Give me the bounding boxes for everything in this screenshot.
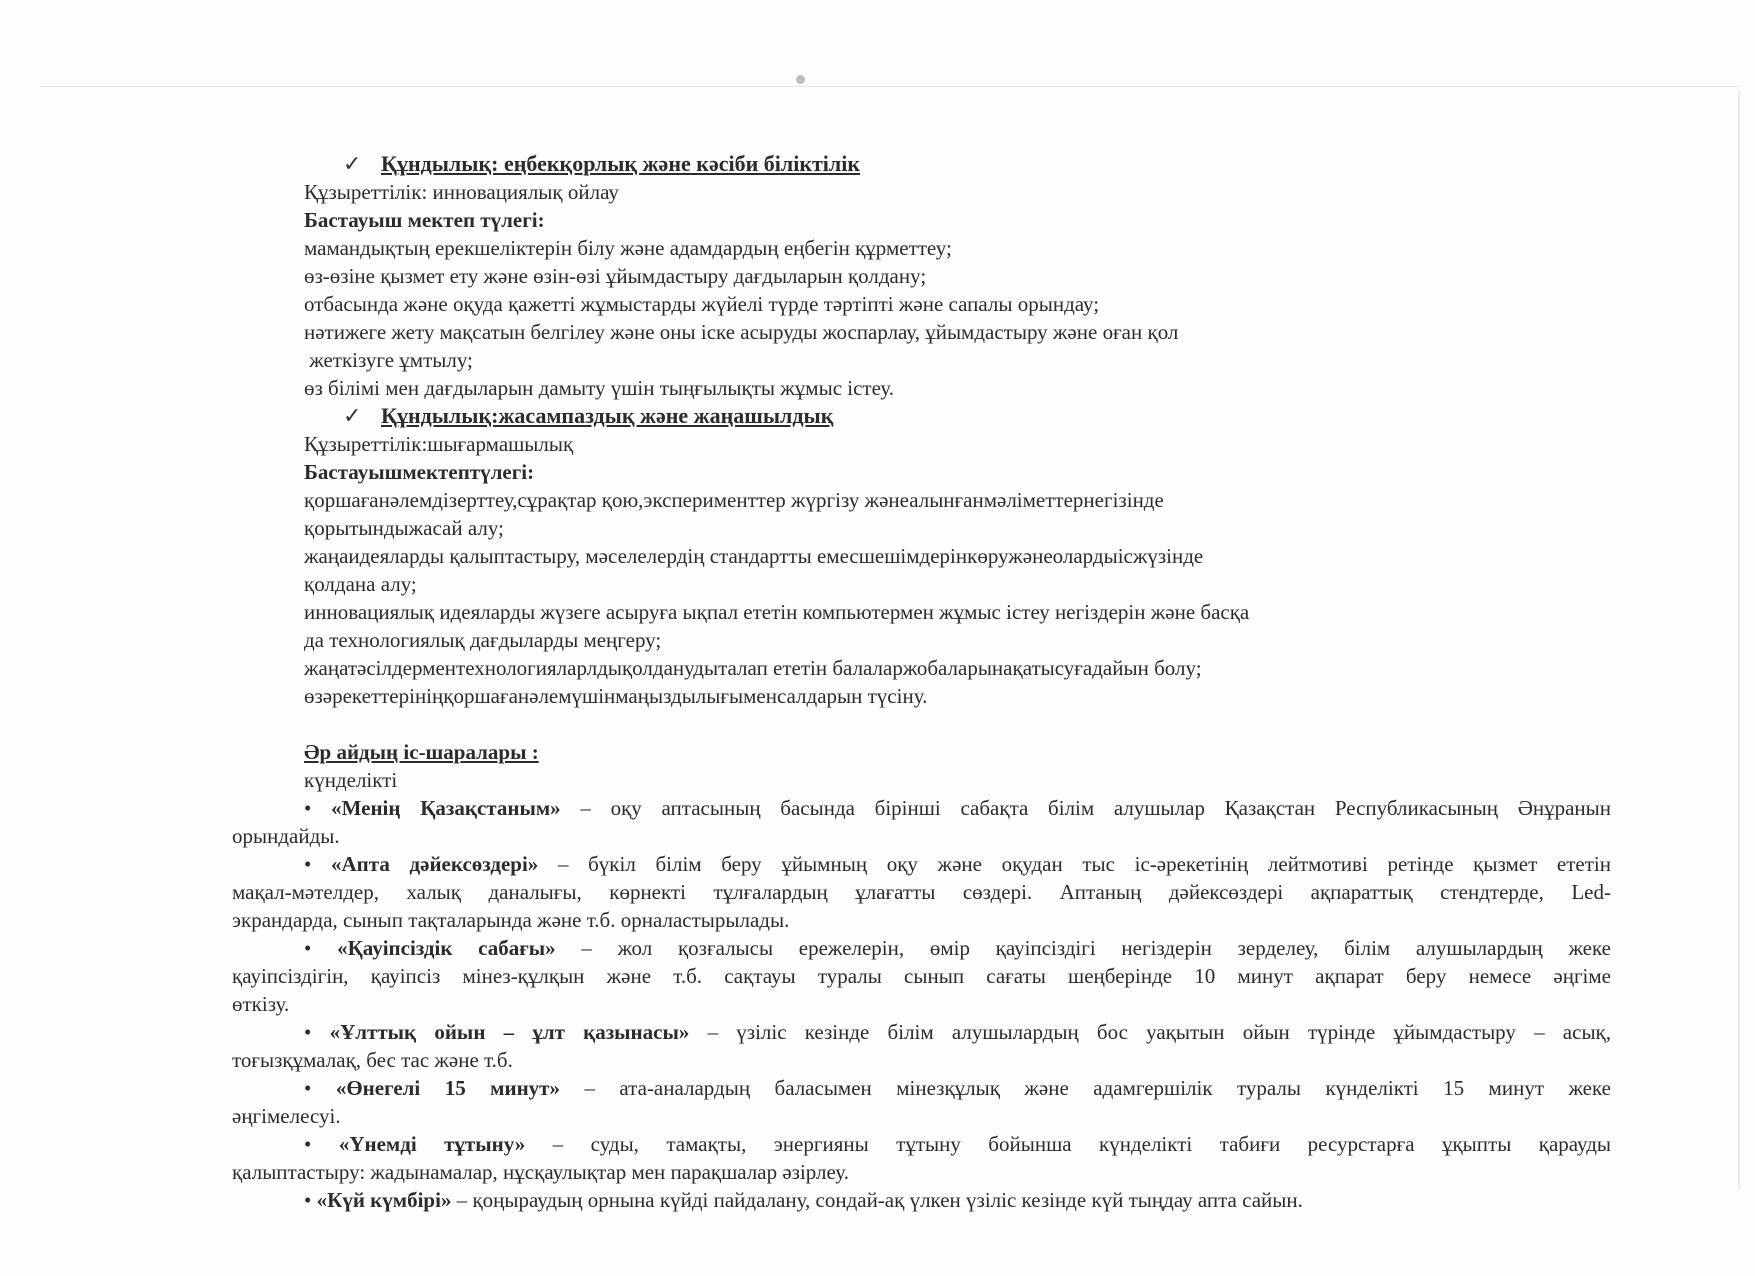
activity-text-line: өткізу. xyxy=(232,992,290,1016)
activity-text: – суды, тамақты, энергияны тұтыну бойынша күнделікті табиғи ресурстарға ұқыпты қарауды xyxy=(525,1132,1611,1156)
text-line: жаңатәсілдерментехнологияларлдықолданудыталап ететін балаларжобаларынақатысуғадайын болу; xyxy=(304,656,1202,680)
activity-title: «Өнегелі 15 минут» xyxy=(335,1076,560,1100)
activity-text-line: қауіпсіздігін, қауіпсіз мінез-құлқын және т.б. сақтауы туралы сынып сағаты шеңберінде 10 минут ақпарат беру немесе әңгіме xyxy=(232,964,1611,988)
activity-title: «Апта дәйексөздері» xyxy=(331,852,539,876)
check-icon: ✓ xyxy=(343,403,362,428)
activity-item-first-line xyxy=(304,1074,1611,1102)
text-line: қорытындыжасай алу; xyxy=(304,516,504,540)
bullet: • xyxy=(304,1020,312,1044)
graduate-heading: Бастауышмектептүлегі: xyxy=(304,460,535,484)
text-line: жаңаидеяларды қалыптастыру, мәселелердің стандартты емесшешімдерінкөружәнеолардыісжүзінде xyxy=(304,544,1204,568)
text-line: қоршағанәлемдізерттеу,сұрақтар қою,эксперименттер жүргізу жәнеалынғанмәліметтернегізінде xyxy=(304,488,1164,512)
bullet: • xyxy=(304,796,312,820)
activity-text-line: орындайды. xyxy=(232,824,340,848)
text-line: да технологиялық дағдыларды меңгеру; xyxy=(304,628,662,652)
bullet: • xyxy=(304,1132,312,1156)
check-icon: ✓ xyxy=(343,151,362,176)
value-title: Құндылық:жасампаздық және жаңашылдық xyxy=(381,403,834,428)
activity-text-line: әңгімелесуі. xyxy=(232,1104,341,1128)
value-title: Құндылық: еңбекқорлық және кәсіби біліктілік xyxy=(381,151,861,176)
competence-line: Құзыреттілік: инновациялық ойлау xyxy=(304,180,619,204)
text-line: инновациялық идеяларды жүзеге асыруға ықпал ететін компьютермен жұмыс істеу негіздерін және басқа xyxy=(304,600,1250,624)
activity-text-line: мақал-мәтелдер, халық даналығы, көрнекті тұлғалардың ұлағатты сөздері. Аптаның дәйексөздері ақпараттық стендтерде, Led- xyxy=(232,880,1611,904)
activity-title: «Ұлттық ойын – ұлт қазынасы» xyxy=(329,1020,690,1044)
activity-item-first-line xyxy=(304,794,1611,822)
text-line: өз-өзіне қызмет ету және өзін-өзі ұйымдастыру дағдыларын қолдану; xyxy=(304,264,927,288)
activity-title: «Менің Қазақстаным» xyxy=(331,796,561,820)
activity-text: – қоңыраудың орнына күйді пайдалану, сондай-ақ үлкен үзіліс кезінде күй тыңдау апта сайын. xyxy=(451,1188,1303,1212)
activity-title: «Күй күмбірі» xyxy=(316,1188,452,1212)
activity-title: «Қауіпсіздік сабағы» xyxy=(337,936,556,960)
value-heading-2 xyxy=(343,402,833,430)
bullet: • xyxy=(304,852,312,876)
activity-text-line: қалыптастыру: жадынамалар, нұсқаулықтар мен парақшалар әзірлеу. xyxy=(232,1160,849,1184)
text-line: жеткізуге ұмтылу; xyxy=(304,348,473,372)
graduate-heading: Бастауыш мектеп түлегі: xyxy=(304,208,545,232)
activity-item-first-line xyxy=(304,850,1611,878)
bullet: • xyxy=(304,1188,312,1212)
activity-text: – үзіліс кезінде білім алушылардың бос уақытын ойын түрінде ұйымдастыру – асық, xyxy=(689,1020,1611,1044)
activity-text: – жол қозғалысы ережелерін, өмір қауіпсіздігі негіздерін зерделеу, білім алушылардың жеке xyxy=(555,936,1611,960)
text-line: қолдана алу; xyxy=(304,572,417,596)
activity-item-first-line xyxy=(304,934,1611,962)
activity-text-line: тоғызқұмалақ, бес тас және т.б. xyxy=(232,1048,513,1072)
value-heading-1 xyxy=(343,150,860,178)
activity-text: – оқу аптасының басында бірінші сабақта білім алушылар Қазақстан Республикасының Әнұранын xyxy=(560,796,1612,820)
activity-item-first-line xyxy=(304,1186,1303,1214)
text-line: нәтижеге жету мақсатын белгілеу және оны іске асыруды жоспарлау, ұйымдастыру және оған қол xyxy=(304,320,1179,344)
activity-text: – ата-аналардың баласымен мінезқұлық және адамгершілік туралы күнделікті 15 минут жеке xyxy=(560,1076,1611,1100)
activity-item-first-line xyxy=(304,1130,1611,1158)
text-line: өз білімі мен дағдыларын дамыту үшін тыңғылықты жұмыс істеу. xyxy=(304,376,895,400)
text-line: өзәрекеттерініңқоршағанәлемүшінмаңыздылығыменсалдарын түсіну. xyxy=(304,684,928,708)
monthly-subheading: күнделікті xyxy=(304,768,398,792)
text-line: отбасында және оқуда қажетті жұмыстарды жүйелі түрде тәртіпті және сапалы орындау; xyxy=(304,292,1100,316)
competence-line: Құзыреттілік:шығармашылық xyxy=(304,432,574,456)
activity-text: – бүкіл білім беру ұйымның оқу және оқудан тыс іс-әрекетінің лейтмотиві ретінде қызмет ететін xyxy=(538,852,1611,876)
activity-item-first-line xyxy=(304,1018,1611,1046)
text-line: мамандықтың ерекшеліктерін білу және адамдардың еңбегін құрметтеу; xyxy=(304,236,952,260)
bullet: • xyxy=(304,936,312,960)
activity-text-line: экрандарда, сынып тақталарында және т.б. орналастырылады. xyxy=(232,908,790,932)
monthly-heading: Әр айдың іс-шаралары : xyxy=(304,740,539,764)
activity-title: «Үнемді тұтыну» xyxy=(338,1132,526,1156)
bullet: • xyxy=(304,1076,312,1100)
